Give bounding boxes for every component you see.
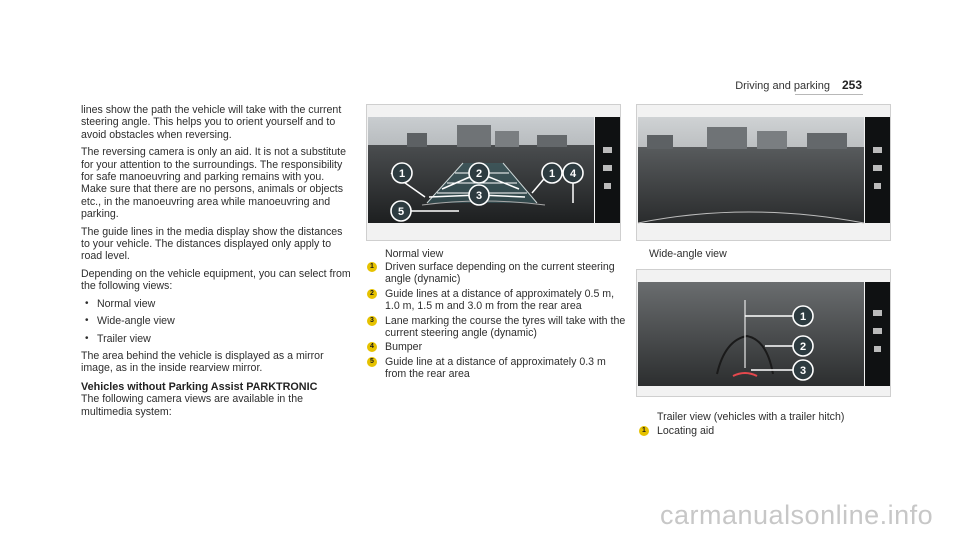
page-header <box>735 78 862 92</box>
list-item: • Normal view <box>85 297 156 310</box>
legend-item: 2 Guide lines at a distance of approximately 0.5 m, 1.0 m, 1.5 m and 3.0 m from the rear area <box>367 288 627 313</box>
callout-4 <box>563 163 583 183</box>
list-item: • Trailer view <box>85 332 151 345</box>
trailer-view-caption: Trailer view (vehicles with a trailer hitch) <box>657 411 845 423</box>
legend-item: 4 Bumper <box>367 341 627 353</box>
svg-text:3: 3 <box>799 365 807 377</box>
wide-angle-view-caption: Wide-angle view <box>649 248 727 260</box>
svg-text:1: 1 <box>548 168 556 180</box>
body-text-column <box>81 104 353 423</box>
camera-screen <box>637 270 891 397</box>
svg-text:5: 5 <box>397 206 405 218</box>
normal-view-image <box>366 104 621 241</box>
list-item: • Wide-angle view <box>85 315 175 328</box>
paragraph: lines show the path the vehicle will take with the current steering angle. This helps you to orient yourself and to avoid obstacles when reversing. <box>81 104 342 141</box>
page-number: 253 <box>841 78 862 92</box>
legend-number-badge: 4 <box>367 342 377 352</box>
callout-2 <box>793 336 813 356</box>
svg-text:4: 4 <box>569 168 577 180</box>
section-title: Driving and parking <box>735 80 830 92</box>
section-heading: Vehicles without Parking Assist PARKTRONIC <box>81 380 318 393</box>
svg-text:1: 1 <box>398 168 406 180</box>
paragraph: The reversing camera is only an aid. It is not a substitute for your attention to the surroundings. The responsibility for safe manoeuvring and parking remains with you. Make sure that there are no persons, animals or objects etc., in the manoeuvring area while manoeuvring and parking. <box>81 146 346 221</box>
paragraph: The following camera views are available in the multimedia system: <box>81 393 303 418</box>
svg-text:1: 1 <box>799 311 807 323</box>
callout-1 <box>793 306 813 326</box>
legend-number-badge: 1 <box>639 426 649 436</box>
callout-1 <box>392 163 412 183</box>
bullet-icon: • <box>85 315 89 327</box>
bullet-icon: • <box>85 332 89 344</box>
trailer-view-legend <box>639 425 889 439</box>
callout-1b <box>542 163 562 183</box>
callout-2 <box>469 163 489 183</box>
svg-text:3: 3 <box>475 190 483 202</box>
bullet-icon: • <box>85 297 89 309</box>
legend-item: 1 Driven surface depending on the current steering angle (dynamic) <box>367 261 627 286</box>
svg-text:2: 2 <box>475 168 483 180</box>
legend-number-badge: 2 <box>367 289 377 299</box>
paragraph: Depending on the vehicle equipment, you can select from the following views: <box>81 267 351 293</box>
camera-screen <box>637 105 891 241</box>
view-list <box>81 298 353 345</box>
callout-3 <box>793 360 813 380</box>
callout-5 <box>391 201 411 221</box>
watermark: carmanualsonline.info <box>660 500 934 530</box>
header-rule <box>795 94 863 95</box>
legend-number-badge: 3 <box>367 316 377 326</box>
legend-item: 3 Lane marking the course the tyres will take with the current steering angle (dynamic) <box>367 315 627 340</box>
camera-screen <box>367 105 621 241</box>
paragraph: The area behind the vehicle is displayed as a mirror image, as in the inside rearview mirror. <box>81 349 324 375</box>
legend-number-badge: 1 <box>367 262 377 272</box>
paragraph: The guide lines in the media display show the distances to your vehicle. The distances displayed only apply to road level. <box>81 225 343 263</box>
normal-view-legend <box>367 261 627 383</box>
legend-number-badge: 5 <box>367 357 377 367</box>
legend-item: 5 Guide line at a distance of approximately 0.3 m from the rear area <box>367 356 627 381</box>
callout-3 <box>469 185 489 205</box>
wide-angle-view-image <box>636 104 891 241</box>
legend-item: 1 Locating aid <box>639 425 889 437</box>
normal-view-caption: Normal view <box>385 248 444 260</box>
trailer-view-image <box>636 269 891 397</box>
svg-text:2: 2 <box>799 341 807 353</box>
